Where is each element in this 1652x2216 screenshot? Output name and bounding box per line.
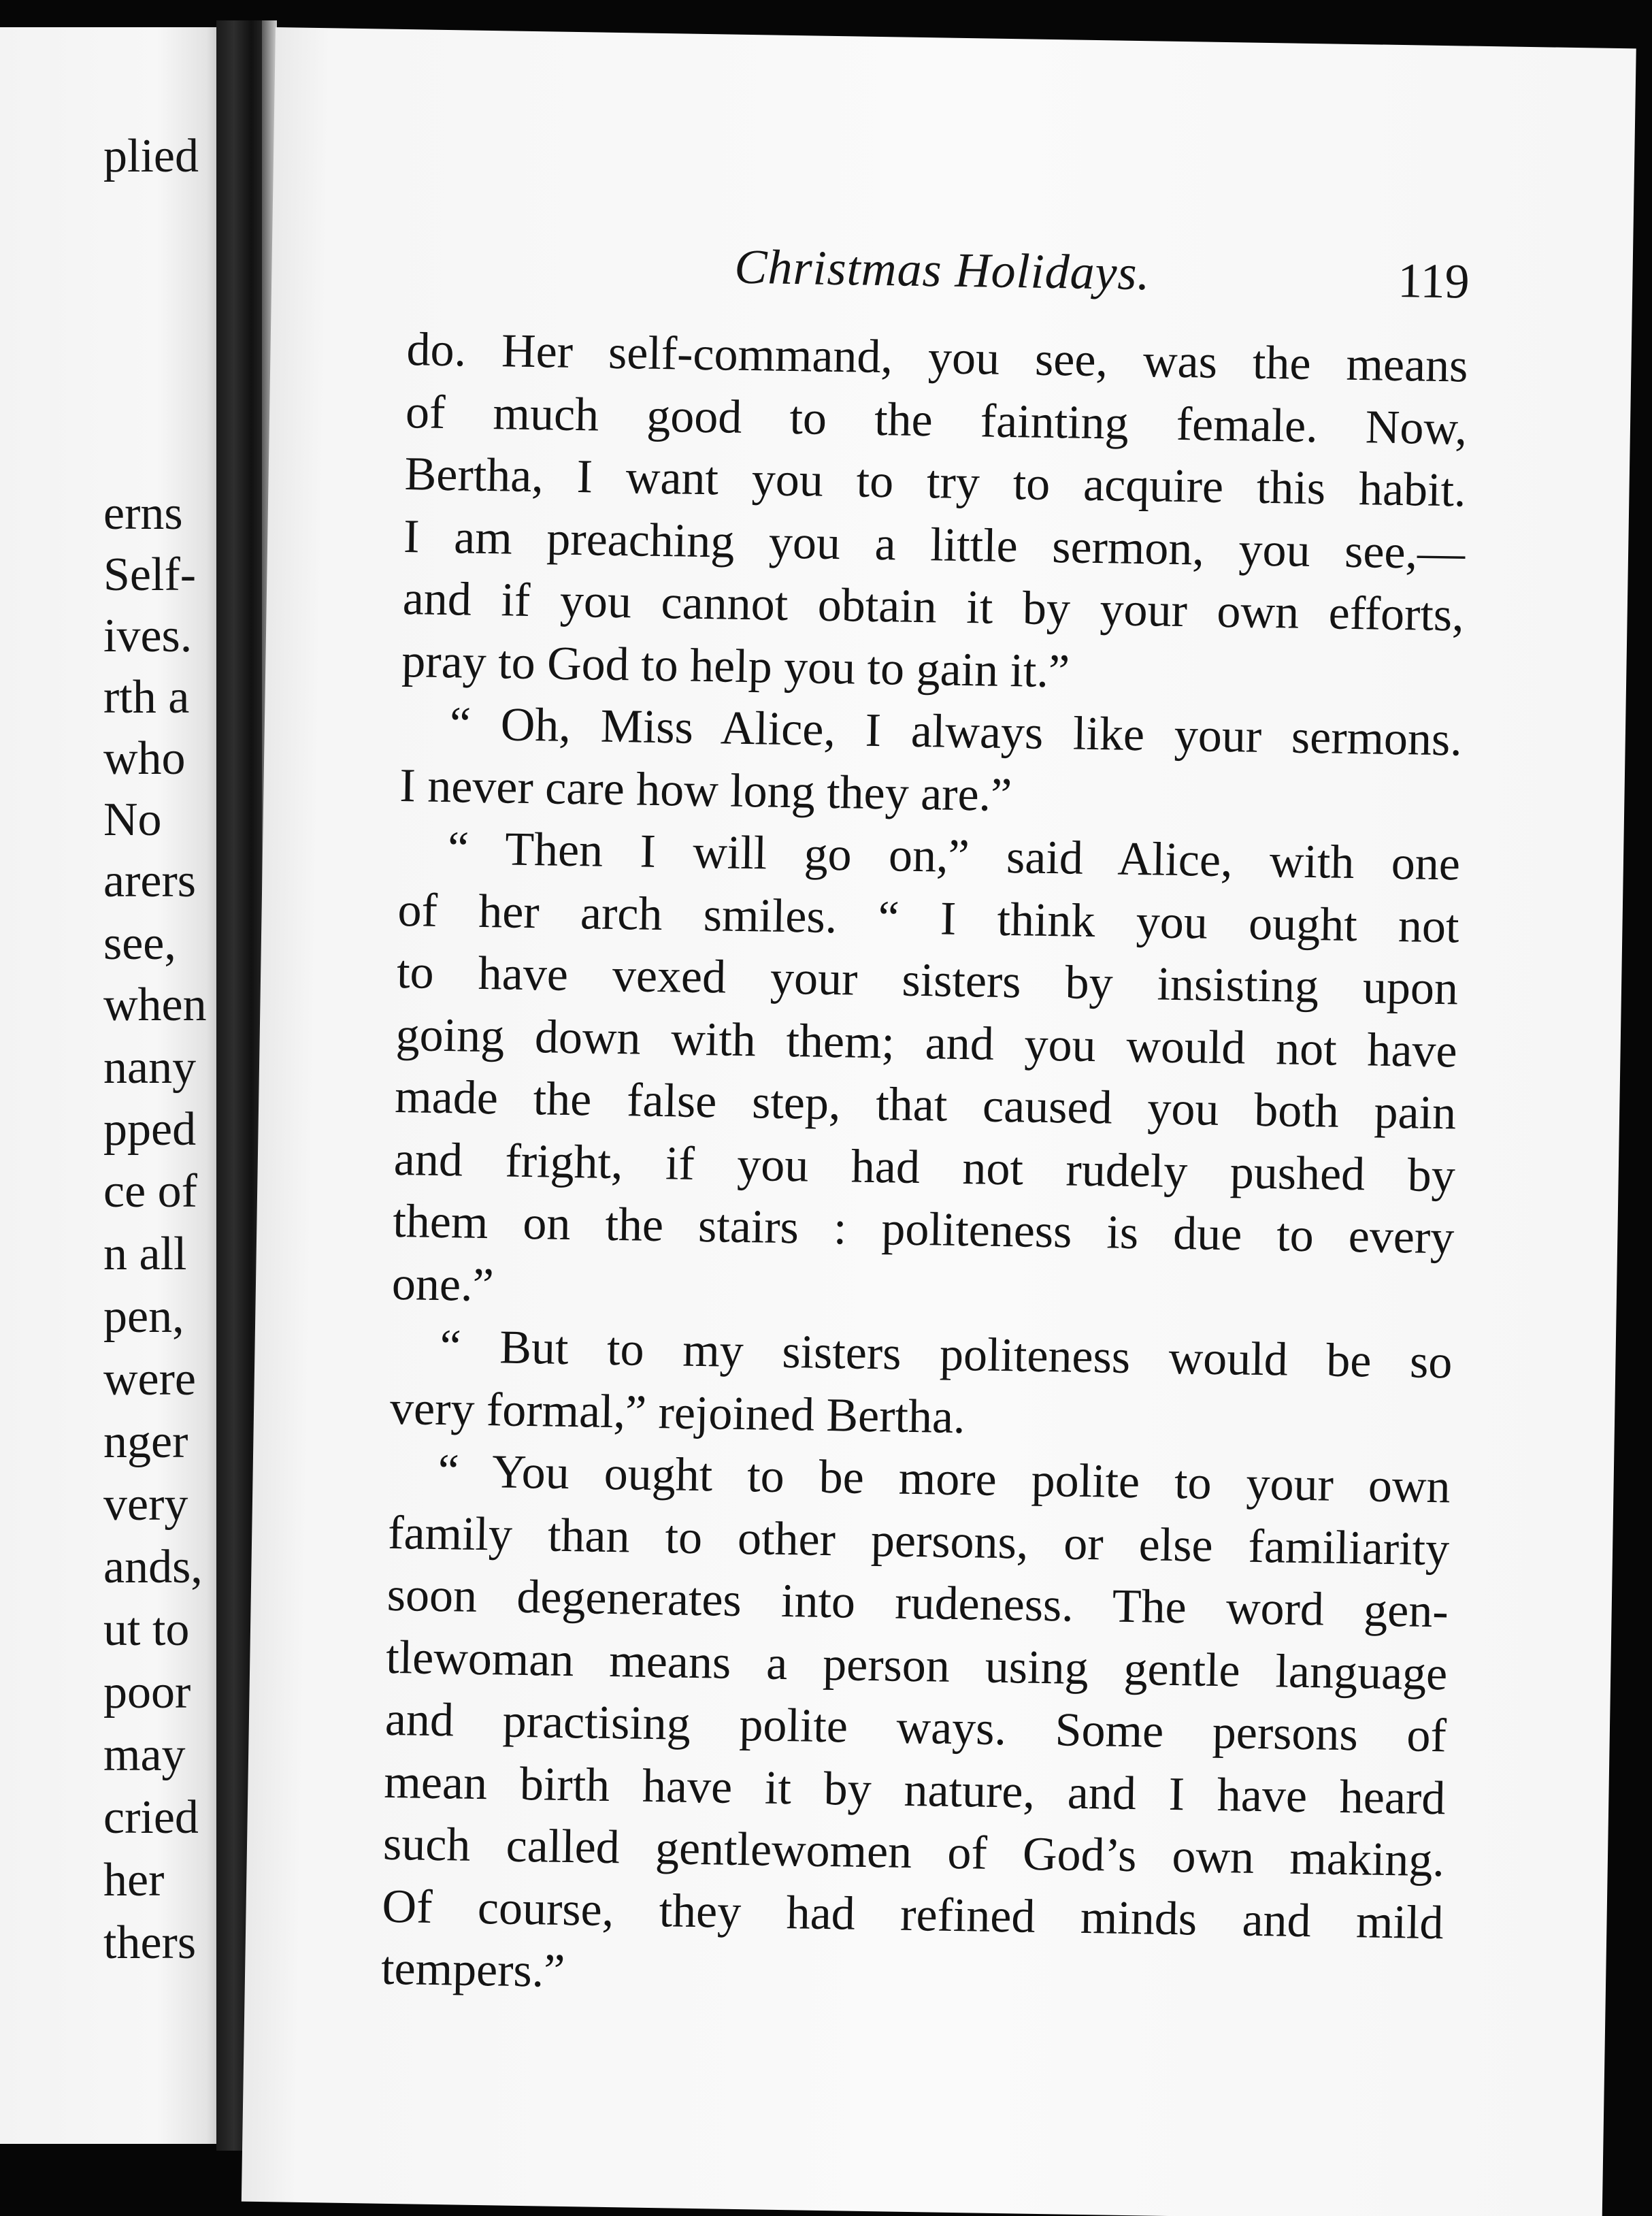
text-line: family than to other persons, or else familiarity: [387, 1506, 1450, 1576]
left-page-line: pen,: [103, 1290, 184, 1343]
left-page-line: poor: [103, 1666, 191, 1718]
left-page-line: may: [103, 1729, 186, 1781]
text-line: Bertha, I want you to try to acquire this habit.: [404, 448, 1467, 517]
text-line: very formal,” rejoined Bertha.: [389, 1382, 966, 1444]
left-page-line: pped: [103, 1103, 197, 1156]
left-page-line: No: [103, 794, 162, 846]
left-page-line: thers: [103, 1917, 197, 1969]
running-head: Christmas Holidays.: [733, 239, 1151, 301]
text-line: I never care how long they are.”: [399, 759, 1012, 821]
left-page-line: ands,: [103, 1541, 203, 1593]
left-page-line: very: [103, 1478, 188, 1531]
text-line: “ You ought to be more polite to your own: [437, 1445, 1451, 1514]
left-page-line: ut to: [103, 1603, 190, 1656]
previous-page: [0, 27, 225, 2144]
text-line: pray to God to help you to gain it.”: [401, 634, 1070, 698]
text-line: tlewoman means a person using gentle language: [385, 1631, 1448, 1700]
left-page-line: n all: [103, 1228, 187, 1280]
left-page-line: arers: [103, 855, 197, 907]
text-line: soon degenerates into rudeness. The word gen-: [386, 1568, 1449, 1638]
text-line: Of course, they had refined minds and mild: [382, 1880, 1444, 1949]
left-page-line: see,: [103, 917, 176, 970]
left-page-line: ce of: [103, 1165, 197, 1218]
text-line: them on the stairs : politeness is due to every: [392, 1194, 1455, 1265]
text-line: of much good to the fainting female. Now,: [405, 385, 1468, 455]
left-page-line: when: [103, 979, 207, 1031]
left-page-line: nany: [103, 1041, 197, 1094]
text-line: going down with them; and you would not have: [395, 1008, 1458, 1077]
text-line: and practising polite ways. Some persons of: [384, 1693, 1447, 1763]
text-line: of her arch smiles. “ I think you ought not: [397, 883, 1460, 953]
text-line: “ Then I will go on,” said Alice, with one: [447, 822, 1461, 891]
text-line: “ Oh, Miss Alice, I always like your sermons.: [449, 698, 1463, 766]
left-page-line: rth a: [103, 671, 190, 723]
left-page-line: her: [103, 1854, 165, 1906]
text-line: I am preaching you a little sermon, you see,—: [403, 510, 1466, 580]
left-page-line: erns: [103, 487, 183, 540]
text-line: do. Her self-command, you see, was the means: [406, 323, 1468, 393]
left-page-line: Self-: [103, 549, 197, 601]
left-page-line: plied: [103, 130, 199, 182]
left-page-line: were: [103, 1353, 197, 1405]
page-number: 119: [1397, 252, 1470, 309]
text-line: and if you cannot obtain it by your own efforts,: [402, 572, 1465, 642]
left-page-line: who: [103, 732, 186, 785]
text-line: made the false step, that caused you both pain: [394, 1070, 1457, 1140]
left-page-line: ives.: [103, 610, 193, 662]
page-body: [380, 319, 1468, 2017]
text-line: and fright, if you had not rudely pushed by: [393, 1133, 1456, 1202]
left-page-line: nger: [103, 1416, 188, 1468]
text-line: such called gentlewomen of God’s own making.: [382, 1817, 1445, 1887]
left-page-line: cried: [103, 1791, 199, 1844]
text-line: one.”: [391, 1257, 495, 1311]
text-line: “ But to my sisters politeness would be so: [439, 1320, 1453, 1389]
book-page: [242, 27, 1636, 2216]
text-line: to have vexed your sisters by insisting upon: [396, 945, 1459, 1015]
text-line: tempers.”: [380, 1942, 565, 1998]
text-line: mean birth have it by nature, and I have heard: [383, 1755, 1446, 1825]
